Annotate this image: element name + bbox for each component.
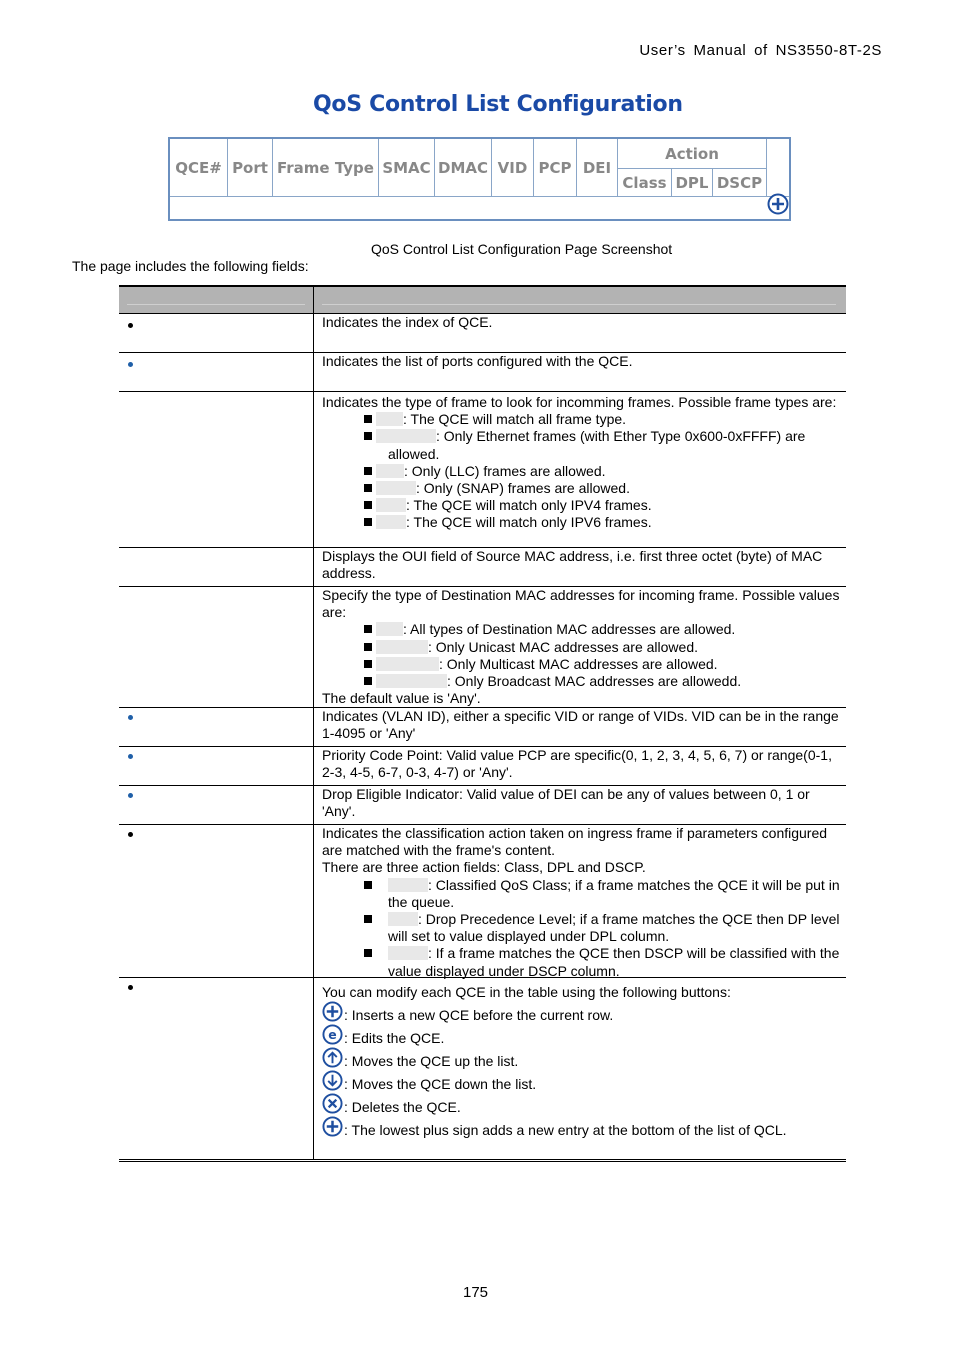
col-action-dpl: DPL	[672, 168, 713, 196]
action-text-1: Indicates the classification action taken on ingress frame if parameters configured are matched with the frame's content.	[322, 825, 828, 859]
insert-button-desc: : Inserts a new QCE before the current row.	[322, 1007, 840, 1024]
col-pcp: PCP	[534, 139, 577, 196]
frame-type-text: Indicates the type of frame to look for incomming frames. Possible frame types are:	[322, 394, 837, 410]
col-smac: SMAC	[379, 139, 435, 196]
move-down-button-desc: : Moves the QCE down the list.	[322, 1076, 840, 1093]
row-smac-desc: Displays the OUI field of Source MAC address, i.e. first three octet (byte) of MAC address.	[322, 548, 823, 582]
row-qce-desc: Indicates the index of QCE.	[322, 314, 493, 330]
row-vid-desc: Indicates (VLAN ID), either a specific VID or range of VIDs. VID can be in the range 1-4095 or 'Any'	[322, 708, 839, 742]
action-text-2: There are three action fields: Class, DPL and DSCP.	[322, 859, 646, 876]
row-qce	[119, 314, 846, 353]
row-pcp	[119, 747, 846, 786]
add-entry-button[interactable]	[767, 193, 789, 218]
dmac-item: : Only Unicast MAC addresses are allowed.	[322, 639, 840, 656]
dmac-footer: The default value is 'Any'.	[322, 690, 481, 707]
fields-table	[119, 285, 846, 1162]
frame-type-item: : Only Ethernet frames (with Ether Type 0x600-0xFFFF) are allowed.	[322, 428, 840, 462]
intro-text: The page includes the following fields:	[72, 258, 309, 274]
row-buttons-desc	[322, 978, 846, 1139]
row-action	[119, 825, 846, 978]
delete-button-desc: : Deletes the QCE.	[322, 1099, 840, 1116]
row-buttons	[119, 978, 846, 1159]
col-vid: VID	[492, 139, 534, 196]
frame-type-item: : The QCE will match only IPV6 frames.	[322, 514, 840, 531]
action-item: : Classified QoS Class; if a frame matches the QCE it will be put in the queue.	[322, 877, 840, 911]
header-divider	[170, 196, 789, 197]
plus-circle-icon	[322, 1116, 343, 1137]
col-qce: QCE#	[170, 139, 228, 196]
col-action-group: Action	[618, 139, 767, 168]
screenshot-title: QoS Control List Configuration	[313, 92, 683, 117]
row-frame-type-desc	[322, 392, 846, 532]
fields-table-header	[119, 287, 846, 314]
action-item: : If a frame matches the QCE then DSCP will be classified with the value displayed under DSCP column.	[322, 945, 840, 979]
col-dmac: DMAC	[435, 139, 492, 196]
row-vid	[119, 708, 846, 747]
arrow-down-icon	[322, 1070, 343, 1091]
row-bullet	[128, 323, 133, 328]
col-dei: DEI	[577, 139, 618, 196]
frame-type-item: : The QCE will match all frame type.	[322, 411, 840, 428]
row-action-desc	[322, 825, 846, 980]
row-pcp-desc: Priority Code Point: Valid value PCP are specific(0, 1, 2, 3, 4, 5, 6, 7) or range(0-1, 2-3, 4-5, 6-7, 0-3, 4-7) or 'Any'.	[322, 747, 832, 781]
arrow-up-icon	[322, 1047, 343, 1068]
move-up-button-desc: : Moves the QCE up the list.	[322, 1053, 840, 1070]
row-dmac	[119, 587, 846, 708]
svg-text:e: e	[328, 1026, 337, 1042]
row-frame-type	[119, 392, 846, 548]
delete-icon	[322, 1093, 343, 1114]
page-header: User’s Manual of NS3550-8T-2S	[639, 42, 882, 59]
row-dei-desc: Drop Eligible Indicator: Valid value of DEI can be any of values between 0, 1 or 'Any'.	[322, 786, 810, 820]
row-smac	[119, 548, 846, 587]
row-bullet	[128, 793, 133, 798]
buttons-intro: You can modify each QCE in the table using the following buttons:	[322, 984, 731, 1000]
row-bullet	[128, 754, 133, 759]
page-number: 175	[463, 1284, 489, 1301]
qos-control-list-table	[168, 137, 791, 221]
row-bullet	[128, 362, 133, 367]
add-bottom-button-desc: : The lowest plus sign adds a new entry at the bottom of the list of QCL.	[322, 1122, 840, 1139]
row-bullet	[128, 715, 133, 720]
dmac-text: Specify the type of Destination MAC addresses for incoming frame. Possible values are:	[322, 587, 840, 621]
col-frame-type: Frame Type	[273, 139, 379, 196]
frame-type-item: : Only (SNAP) frames are allowed.	[322, 480, 840, 497]
plus-circle-icon	[767, 193, 789, 215]
col-action-dscp: DSCP	[713, 168, 767, 196]
frame-type-item: : The QCE will match only IPV4 frames.	[322, 497, 840, 514]
dmac-item: : Only Multicast MAC addresses are allowed.	[322, 656, 840, 673]
row-port-desc: Indicates the list of ports configured with the QCE.	[322, 353, 633, 369]
row-bullet	[128, 985, 133, 990]
edit-icon	[322, 1024, 343, 1045]
row-dei	[119, 786, 846, 825]
row-bullet	[128, 832, 133, 837]
col-action-class: Class	[618, 168, 672, 196]
plus-circle-icon	[322, 1001, 343, 1022]
dmac-item: : Only Broadcast MAC addresses are allowedd.	[322, 673, 840, 690]
action-item: : Drop Precedence Level; if a frame matches the QCE then DP level will set to value displayed under DPL column.	[322, 911, 840, 945]
frame-type-item: : Only (LLC) frames are allowed.	[322, 463, 840, 480]
dmac-item: : All types of Destination MAC addresses are allowed.	[322, 621, 840, 638]
col-port: Port	[228, 139, 273, 196]
edit-button-desc: e : Edits the QCE.	[322, 1030, 840, 1047]
row-port	[119, 353, 846, 392]
row-dmac-desc	[322, 587, 846, 707]
figure-caption: QoS Control List Configuration Page Screenshot	[371, 241, 673, 257]
